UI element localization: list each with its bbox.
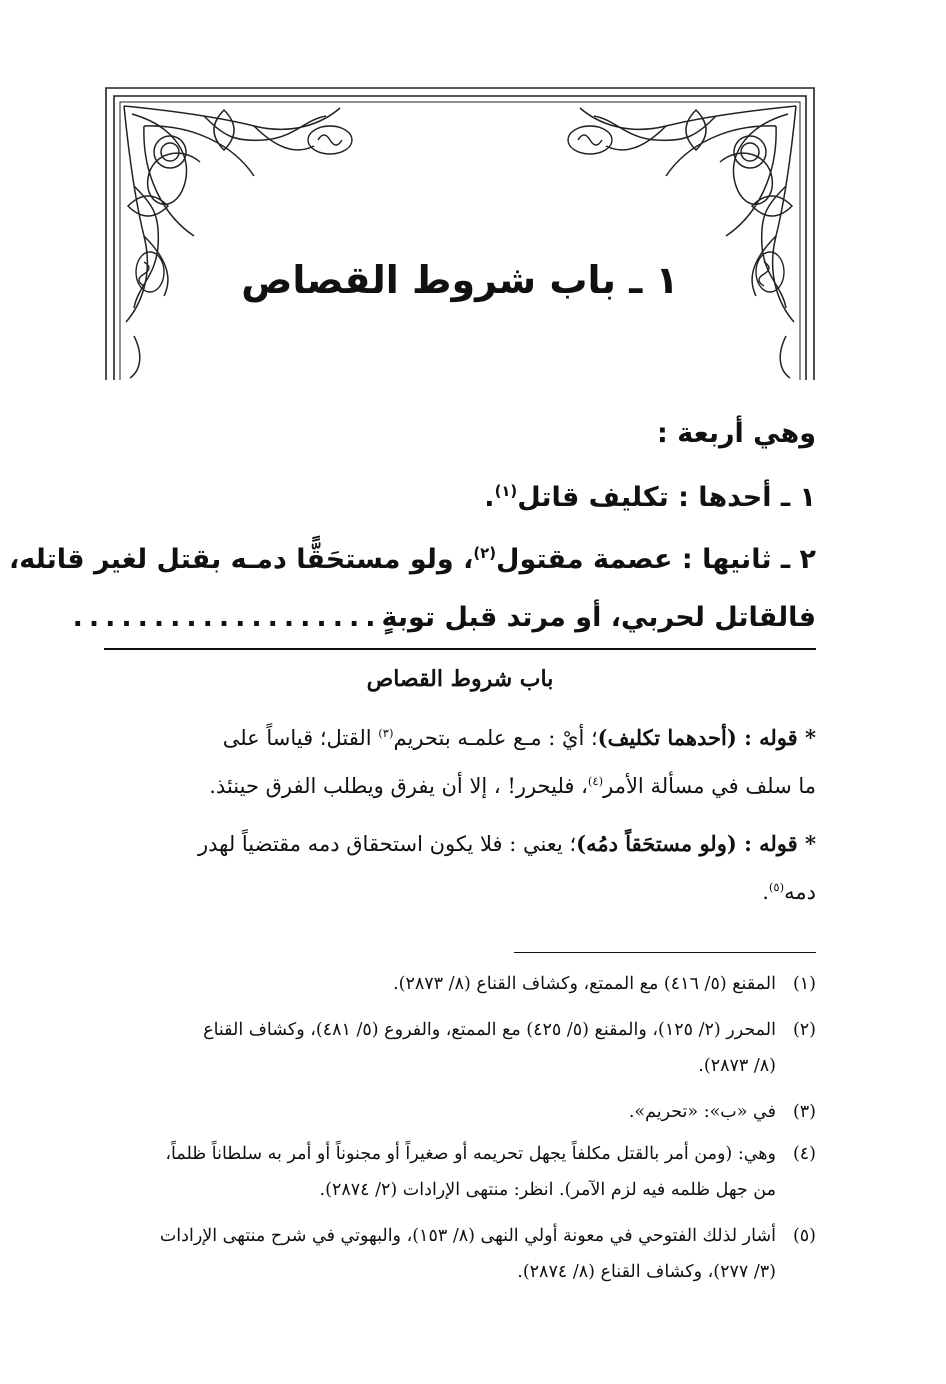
footnote-ref-2: (٢) <box>473 544 497 562</box>
matn-intro-line: وهي أربعة : <box>657 418 816 449</box>
sharh-p1-text-d: ، فليحرر! ، إلا أن يفرق ويطلب الفرق حينئذ. <box>209 774 588 798</box>
arabesque-border-ornament <box>104 86 816 380</box>
footnote-3 <box>104 1094 816 1130</box>
footnote-ref-1: (١) <box>494 482 518 500</box>
footnote-text: أشار لذلك الفتوحي في معونة أولي النهى (٨/ ١٥٣)، والبهوتي في شرح منتهى الإرادات <box>159 1226 776 1246</box>
chapter-title: ١ ـ باب شروط القصاص <box>241 258 679 302</box>
ornamental-header-frame <box>104 86 816 380</box>
matn-condition-2-cont: ، ولو مستحَقًّا دمـه بقتل لغير قاتله، <box>8 544 474 575</box>
matn-sharh-divider <box>104 648 816 650</box>
sharh-title: باب شروط القصاص <box>366 666 554 692</box>
sharh-p2-text-a: ؛ يعني : فلا يكون استحقاق دمه مقتضياً لهدر <box>197 832 577 856</box>
footnote-5 <box>104 1218 816 1290</box>
sharh-p1-text-b: القتل؛ قياساً على <box>222 726 379 750</box>
sharh-p2-text-c: . <box>762 880 769 904</box>
footnote-4 <box>104 1136 816 1208</box>
footnote-number: (١) <box>792 974 816 994</box>
footnote-ref-3: (٣) <box>378 726 394 740</box>
matn-condition-2 <box>8 540 816 580</box>
sharh-p2-lemma: * قوله : (ولو مستحَقاً دمُه) <box>576 831 816 856</box>
matn-condition-2-line2 <box>72 598 816 638</box>
sharh-paragraph-2 <box>104 820 816 916</box>
footnote-2 <box>104 1012 816 1084</box>
footnote-number: (٤) <box>792 1144 816 1164</box>
footnote-number: (٢) <box>792 1020 816 1040</box>
sharh-p2-text-b: دمه <box>784 880 816 904</box>
sharh-p1-text-a: ؛ أيْ : مـع علمـه بتحريم <box>393 726 598 750</box>
sharh-p1-lemma: * قوله : (أحدهما تكليف) <box>597 725 816 750</box>
footnote-ref-4: (٤) <box>587 774 604 788</box>
footnote-text-continued: من جهل ظلمه فيه لزم الآمر). انظر: منتهى الإرادات (٢/ ٢٨٧٤). <box>319 1180 776 1200</box>
footnote-number: (٣) <box>792 1102 816 1122</box>
sharh-paragraph-1 <box>104 714 816 810</box>
matn-ellipsis-dots: ................... <box>72 602 382 633</box>
matn-condition-1-end: . <box>484 482 495 513</box>
footnote-text-continued: (٨/ ٢٨٧٣). <box>698 1056 776 1076</box>
footnote-number: (٥) <box>792 1226 816 1246</box>
matn-condition-2-text: ٢ ـ ثانيها : عصمة مقتول <box>496 544 816 575</box>
footnote-1 <box>104 966 816 1002</box>
footnote-text: المحرر (٢/ ١٢٥)، والمقنع (٥/ ٤٢٥) مع الممتع، والفروع (٥/ ٤٨١)، وكشاف القناع <box>203 1020 776 1040</box>
footnote-text-continued: (٣/ ٢٧٧)، وكشاف القناع (٨/ ٢٨٧٤). <box>517 1262 776 1282</box>
footnote-ref-5: (٥) <box>768 880 785 894</box>
matn-condition-1 <box>104 478 816 518</box>
footnote-text: في «ب»: «تحريم». <box>628 1102 776 1122</box>
footnote-separator <box>514 952 816 953</box>
sharh-p1-text-c: ما سلف في مسألة الأمر <box>603 774 816 798</box>
matn-condition-1-text: ١ ـ أحدها : تكليف قاتل <box>517 482 816 513</box>
footnote-text: وهي: (ومن أمر بالقتل مكلفاً يجهل تحريمه أو صغيراً أو مجنوناً أو أمر به سلطاناً ظلماً، <box>165 1144 776 1164</box>
matn-line4-text: فالقاتل لحربي، أو مرتد قبل توبةٍ <box>381 602 816 633</box>
footnote-text: المقنع (٥/ ٤١٦) مع الممتع، وكشاف القناع (٨/ ٢٨٧٣). <box>393 974 776 994</box>
